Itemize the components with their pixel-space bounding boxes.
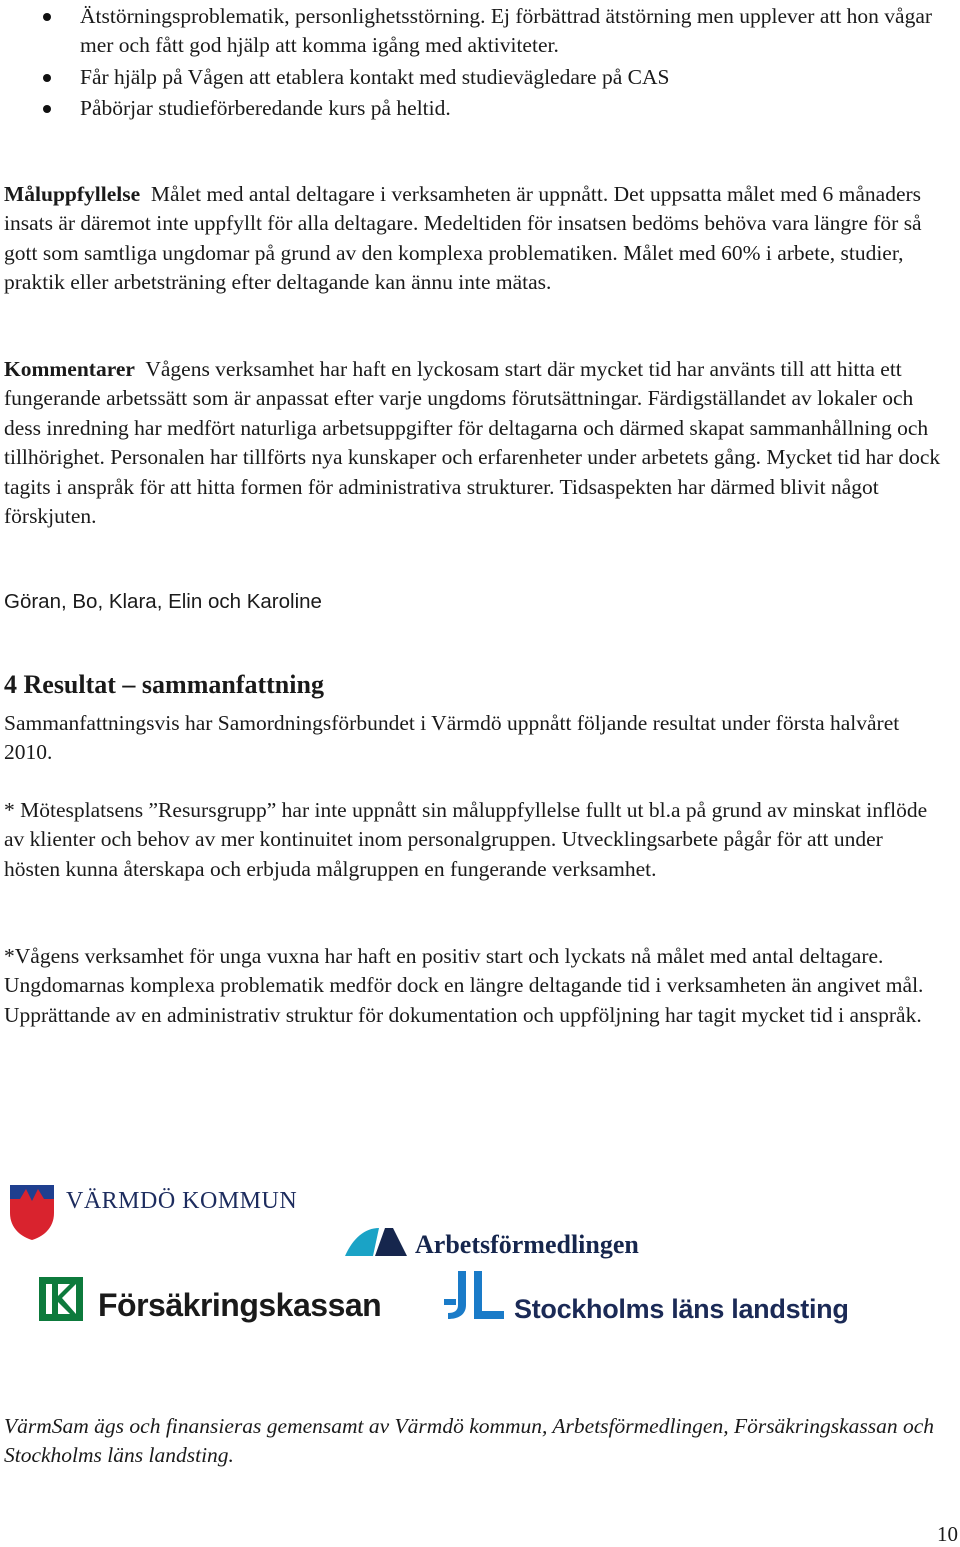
bullet-icon — [43, 105, 51, 113]
list-item: Får hjälp på Vågen att etablera kontakt med studievägledare på CAS — [0, 63, 950, 92]
forsakringskassan-icon — [38, 1276, 84, 1322]
summary-point-1: * Mötesplatsens ”Resursgrupp” har inte uppnått sin måluppfyllelse fullt ut bl.a på grund av minskat inflöde av klienter och behov av mer kontinuitet inom personalgruppen. Utvecklingsarbete pågår för att under hösten kunna återskapa och erbjuda målgruppen en fungerande verksamhet. — [4, 798, 928, 881]
kommentarer-label: Kommentarer — [4, 357, 135, 381]
bullet-icon — [43, 74, 51, 82]
maluppfyllelse-paragraph — [4, 180, 944, 298]
section-heading: 4 Resultat – sammanfattning — [4, 670, 324, 699]
arbetsformedlingen-logo — [345, 1222, 639, 1260]
varmdo-shield-icon — [8, 1183, 56, 1241]
signature: Göran, Bo, Klara, Elin och Karoline — [4, 590, 322, 613]
footer-note: VärmSam ägs och finansieras gemensamt av Värmdö kommun, Arbetsförmedlingen, Försäkringskassan och Stockholms läns landsting. — [4, 1414, 935, 1468]
kommentarer-paragraph — [4, 355, 944, 531]
maluppfyllelse-text: Målet med antal deltagare i verksamheten är uppnått. Det uppsatta målet med 6 månaders insats är däremot inte uppfyllt för alla deltagare. Medeltiden för insatsen bedöms behöva vara längre för så gott som samtliga ungdomar på grund av den komplexa problematiken. Målet med 60% i arbete, studier, praktik eller arbetsträning efter deltagande kan ännu inte mätas. — [4, 182, 922, 295]
landsting-icon — [444, 1269, 508, 1323]
arbetsformedlingen-icon — [345, 1224, 409, 1258]
summary-intro: Sammanfattningsvis har Samordningsförbundet i Värmdö uppnått följande resultat under första halvåret 2010. — [4, 711, 900, 765]
forsakringskassan-logo-text: Försäkringskassan — [98, 1287, 382, 1323]
landsting-logo — [444, 1266, 849, 1325]
list-item: Ätstörningsproblematik, personlighetsstörning. Ej förbättrad ätstörning men upplever att hon vågar mer och fått god hjälp att komma igång med aktiviteter. — [0, 2, 950, 61]
landsting-logo-text: Stockholms läns landsting — [514, 1294, 849, 1324]
page-number: 10 — [937, 1522, 958, 1546]
bullet-icon — [43, 13, 51, 21]
bullet-list — [0, 2, 960, 126]
kommentarer-text: Vågens verksamhet har haft en lyckosam start där mycket tid har använts till att hitta ett fungerande arbetssätt som är anpassat efter varje ungdoms förutsättningar. Färdigställandet av lokaler och dess inredning har medfört naturliga arbetsuppgifter för deltagarna och därmed skapat sammanhållning och tillhörighet. Personalen har tillförts nya kunskaper och erfarenheter under arbetets gång. Mycket tid har dock tagits i anspråk för att hitta formen för administrativa strukturer. Tidsaspekten har därmed blivit något förskjuten. — [4, 357, 941, 529]
summary-point-2: *Vågens verksamhet för unga vuxna har haft en positiv start och lyckats nå målet med antal deltagare. Ungdomarnas komplexa problematik medför dock en längre deltagande tid i verksamheten än angivet mål. Upprättande av en administrativ struktur för dokumentation och uppföljning har tagit mycket tid i anspråk. — [4, 944, 924, 1027]
list-item: Påbörjar studieförberedande kurs på heltid. — [0, 94, 950, 123]
varmdo-kommun-logo — [8, 1183, 297, 1241]
arbetsformedlingen-logo-text: Arbetsförmedlingen — [415, 1230, 639, 1259]
maluppfyllelse-label: Måluppfyllelse — [4, 182, 141, 206]
varmdo-logo-text: VÄRMDÖ KOMMUN — [66, 1187, 298, 1214]
forsakringskassan-logo — [38, 1273, 381, 1324]
